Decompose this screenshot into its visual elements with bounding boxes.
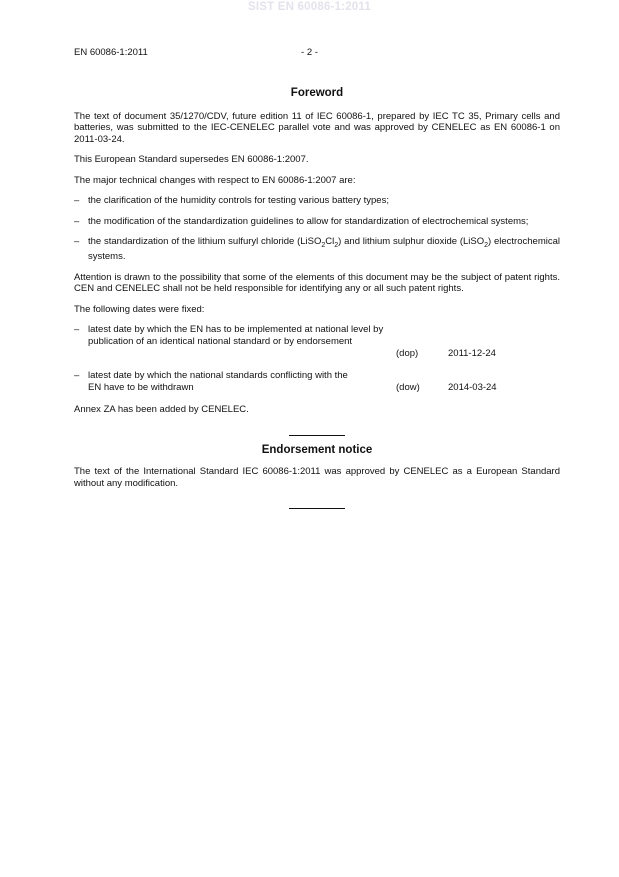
date-entry-text: latest date by which the EN has to be implemented at national level by publication of an identical national standard or by endorsement [88,324,384,347]
date-entry-dop [74,324,560,359]
date-entry-dow [74,370,560,393]
change-item-text: the standardization of the lithium sulfuryl chloride $(LiSO_2Cl_2)$ and lithium sulphur dioxide (LiSO$_2$) electrochemical systems. [88,236,560,263]
foreword-paragraph-5: The following dates were fixed: [74,303,205,315]
date-entry-abbr: (dop) [396,347,419,359]
foreword-title: Foreword [290,87,344,99]
change-item-text: the modification of the standardization guidelines to allow for standardization of electrochemical systems; [88,215,529,227]
change-item [74,195,560,207]
foreword-paragraph-4: Attention is drawn to the possibility that some of the elements of this document may be the subject of patent rights. CEN and CENELEC shall not be held responsible for identifying any or all such patent rights. [74,271,560,295]
page-number: - 2 - [301,47,318,58]
date-entry-date: 2014-03-24 [448,381,497,393]
page-content [74,88,560,509]
dash-marker: – [74,195,80,206]
document-id: EN 60086-1:2011 [74,47,148,58]
dash-marker: – [74,370,80,382]
watermark: SIST EN 60086-1:2011 [248,1,371,13]
foreword-paragraph-2: This European Standard supersedes EN 60086-1:2007. [74,154,309,165]
date-entry-abbr: (dow) [396,381,420,393]
date-entry-text: latest date by which the national standards conflicting with the EN have to be withdrawn [88,370,348,393]
change-item [74,216,560,228]
section-divider [289,435,345,436]
dash-marker: – [74,236,80,247]
endorsement-title: Endorsement notice [261,443,373,456]
date-entry-date: 2011-12-24 [448,347,496,359]
change-item [74,236,560,263]
foreword-paragraph-6: Annex ZA has been added by CENELEC. [74,404,249,416]
section-divider [289,508,345,509]
dash-marker: – [74,215,80,227]
change-item-text: the clarification of the humidity controls for testing various battery types; [88,195,389,206]
foreword-paragraph-1: The text of document 35/1270/CDV, future edition 11 of IEC 60086-1, prepared by IEC TC 35, Primary cells and batteries, was submitted to the IEC-CENELEC parallel vote and was approved by CENELEC as EN 60086-1 on 2011-03-24. [74,110,560,145]
endorsement-paragraph: The text of the International Standard IEC 60086-1:2011 was approved by CENELEC as a European Standard without any modification. [74,466,560,489]
foreword-paragraph-3: The major technical changes with respect to EN 60086-1:2007 are: [74,174,356,186]
dash-marker: – [74,324,80,336]
